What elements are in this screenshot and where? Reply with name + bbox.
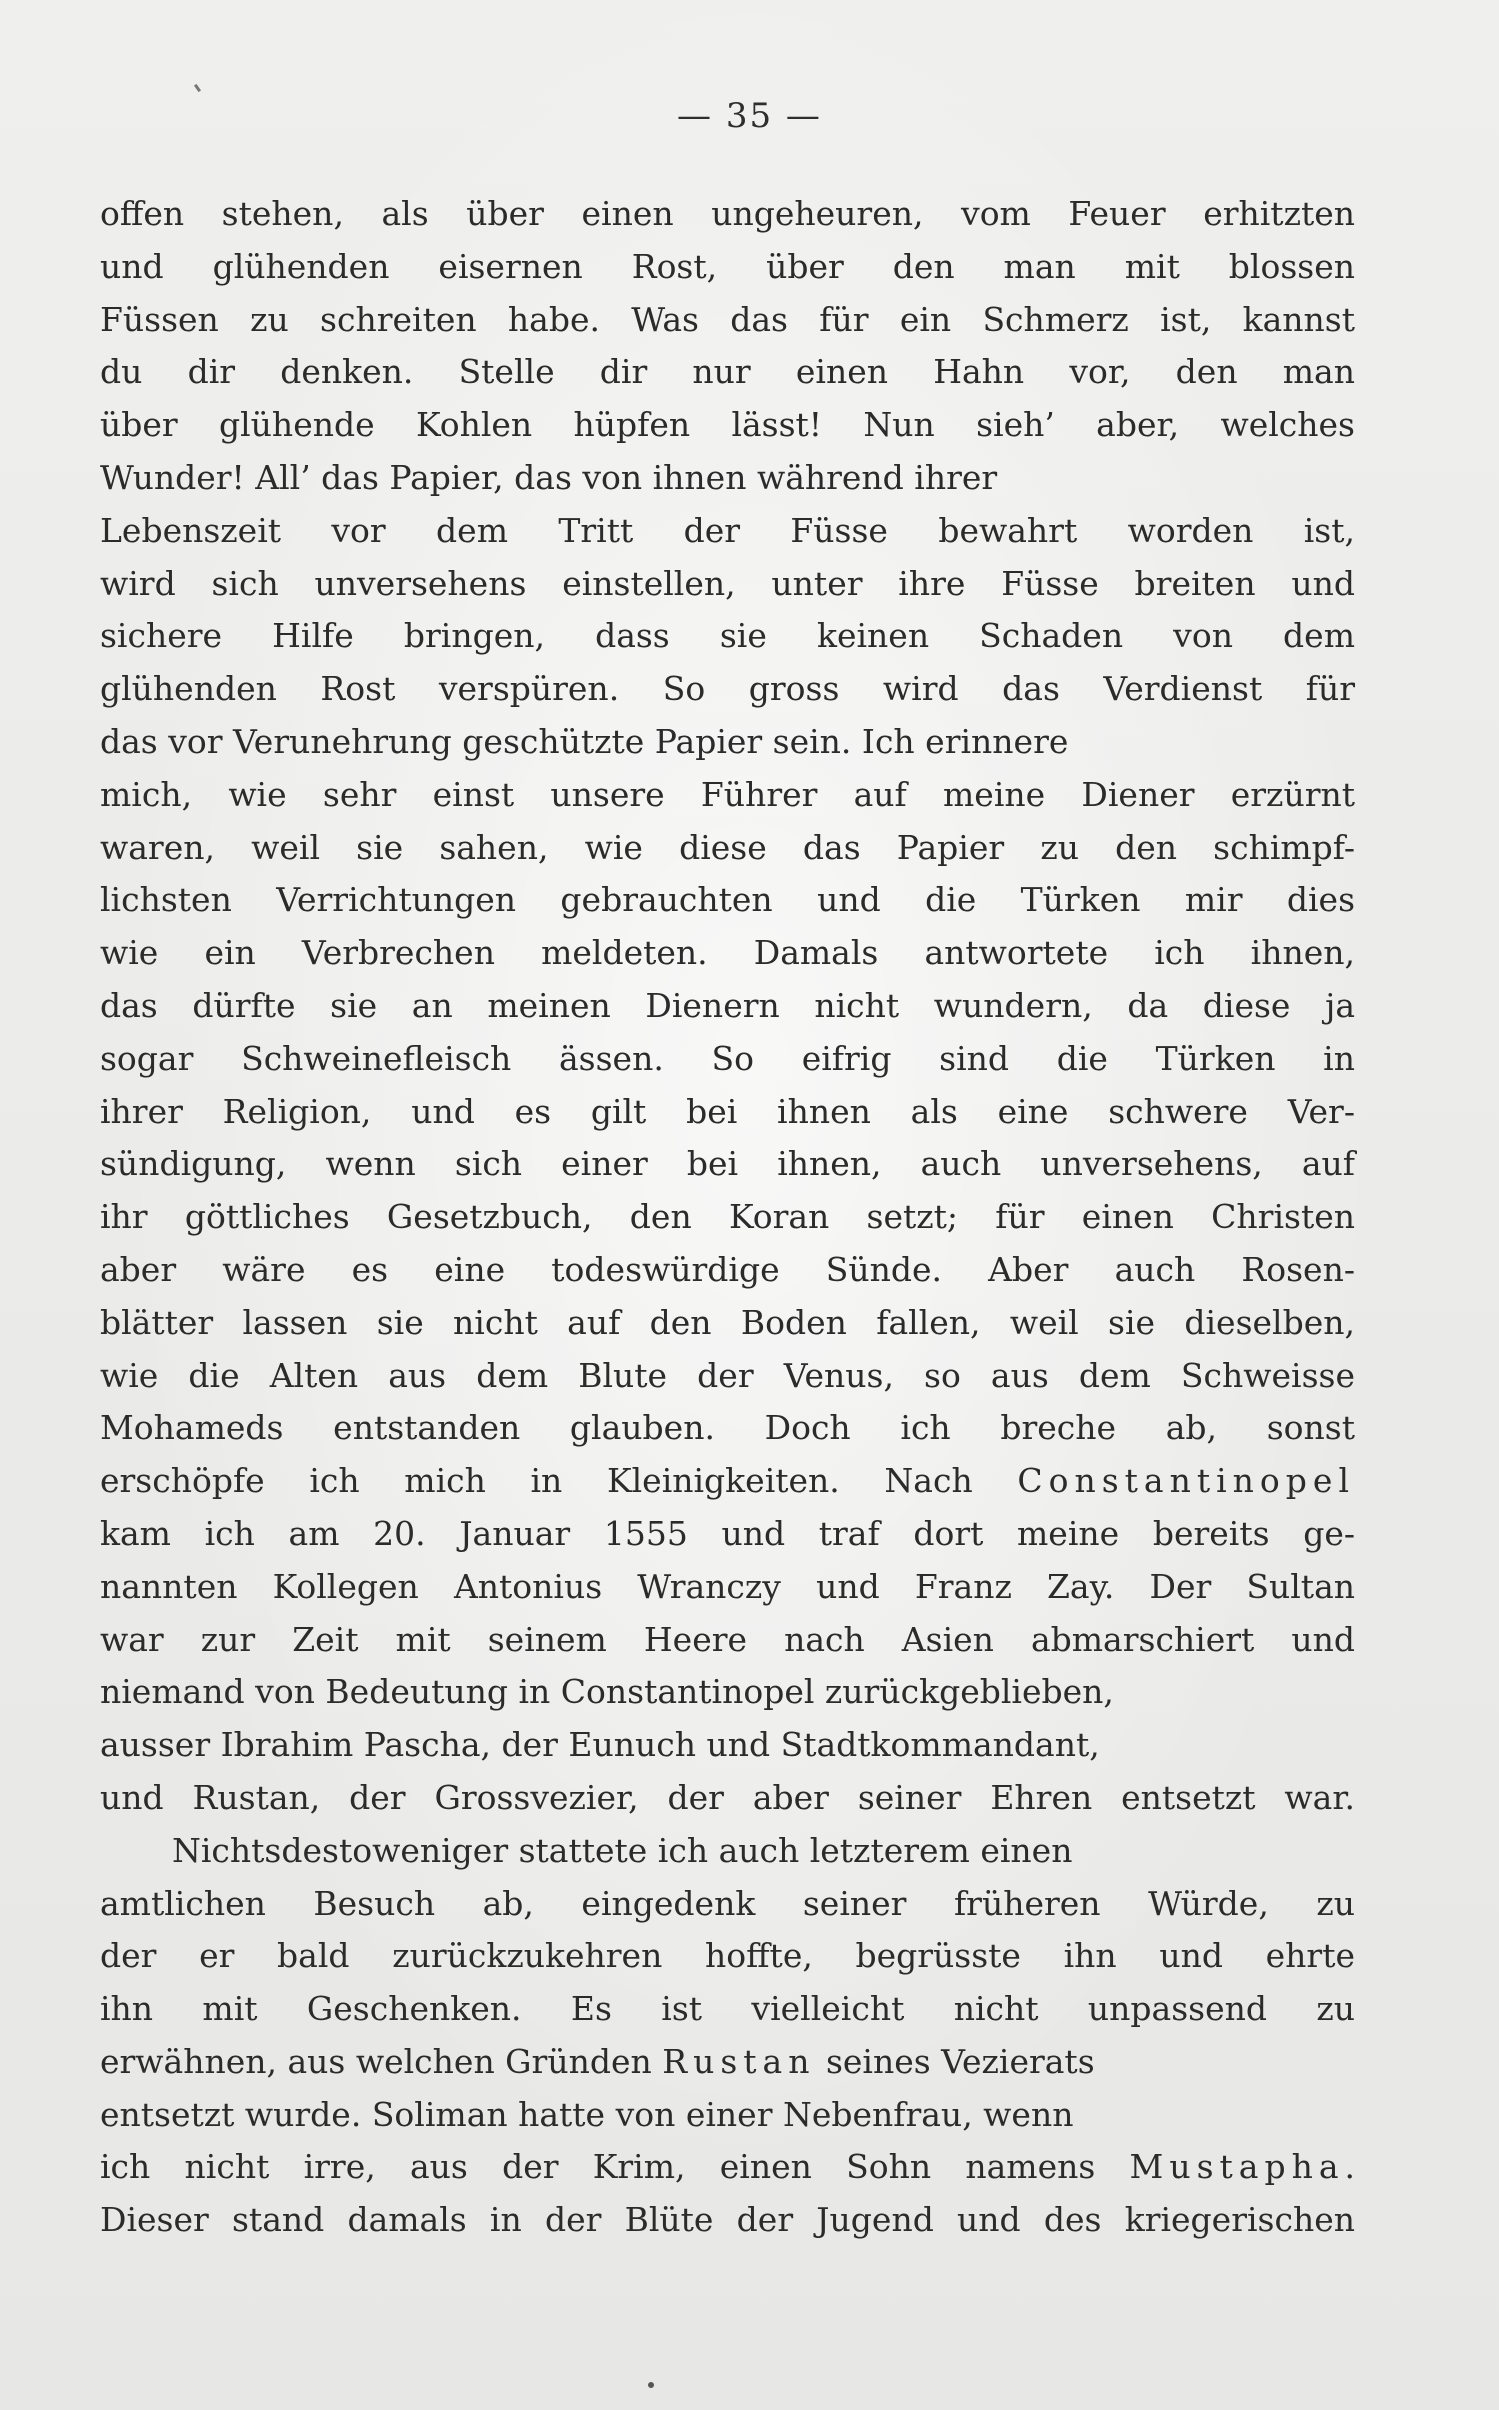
text-line: amtlichen Besuch ab, eingedenk seiner früheren Würde, zu [100, 1883, 1355, 1923]
text-line: du dir denken. Stelle dir nur einen Hahn vor, den man [100, 352, 1355, 392]
text-line: sündigung, wenn sich einer bei ihnen, auch unversehens, auf [100, 1144, 1355, 1184]
text-line: wie ein Verbrechen meldeten. Damals antwortete ich ihnen, [100, 933, 1355, 973]
text-line: ausser Ibrahim Pascha, der Eunuch und Stadtkommandant, [100, 1725, 1100, 1765]
text-line: über glühende Kohlen hüpfen lässt! Nun sieh’ aber, welches [100, 405, 1355, 445]
text-line: waren, weil sie sahen, wie diese das Papier zu den schimpf- [100, 827, 1355, 867]
text-line: sogar Schweinefleisch ässen. So eifrig sind die Türken in [100, 1038, 1355, 1078]
text-line: wird sich unversehens einstellen, unter ihre Füsse breiten und [100, 563, 1355, 603]
text-line: Füssen zu schreiten habe. Was das für ein Schmerz ist, kannst [100, 299, 1355, 339]
print-speck [648, 2382, 654, 2388]
text-line: und Rustan, der Grossvezier, der aber seiner Ehren entsetzt war. [100, 1777, 1355, 1817]
text-line: Wunder! All’ das Papier, das von ihnen während ihrer [100, 457, 998, 497]
text-line: das vor Verunehrung geschützte Papier sein. Ich erinnere [100, 721, 1069, 761]
text-line: entsetzt wurde. Soliman hatte von einer Nebenfrau, wenn [100, 2094, 1074, 2134]
text-line: ihr göttliches Gesetzbuch, den Koran setzt; für einen Christen [100, 1197, 1355, 1237]
text-line: blätter lassen sie nicht auf den Boden fallen, weil sie dieselben, [100, 1302, 1355, 1342]
text-line: nannten Kollegen Antonius Wranczy und Franz Zay. Der Sultan [100, 1566, 1355, 1606]
text-line: lichsten Verrichtungen gebrauchten und die Türken mir dies [100, 880, 1355, 920]
text-line: Nichtsdestoweniger stattete ich auch letzterem einen [172, 1830, 1073, 1870]
text-segment: erwähnen, aus welchen Gründen [100, 2041, 663, 2081]
text-line [100, 2141, 1355, 2194]
text-line: glühenden Rost verspüren. So gross wird das Verdienst für [100, 669, 1355, 709]
text-line: Lebenszeit vor dem Tritt der Füsse bewahrt worden ist, [100, 510, 1355, 550]
text-line: Mohameds entstanden glauben. Doch ich breche ab, sonst [100, 1408, 1355, 1448]
text-line: ihn mit Geschenken. Es ist vielleicht nicht unpassend zu [100, 1989, 1355, 2029]
page-number: — 35 — [677, 96, 822, 136]
text-line: das dürfte sie an meinen Dienern nicht wundern, da diese ja [100, 985, 1355, 1025]
text-line: mich, wie sehr einst unsere Führer auf meine Diener erzürnt [100, 774, 1355, 814]
text-line: kam ich am 20. Januar 1555 und traf dort meine bereits ge- [100, 1513, 1355, 1553]
text-line [100, 1455, 1355, 1508]
text-segment: . [1344, 2147, 1355, 2187]
text-line: der er bald zurückzukehren hoffte, begrüsste ihn und ehrte [100, 1936, 1355, 1976]
text-line: Dieser stand damals in der Blüte der Jugend und des kriegerischen [100, 2200, 1355, 2240]
spaced-name: Rustan [662, 2041, 816, 2081]
text-line: sichere Hilfe bringen, dass sie keinen Schaden von dem [100, 616, 1355, 656]
text-segment: ich nicht irre, aus der Krim, einen Sohn namens [100, 2147, 1130, 2187]
text-line: wie die Alten aus dem Blute der Venus, so aus dem Schweisse [100, 1355, 1355, 1395]
text-segment: erschöpfe ich mich in Kleinigkeiten. Nach [100, 1461, 1018, 1501]
body-text [100, 188, 1355, 2247]
text-line: war zur Zeit mit seinem Heere nach Asien abmarschiert und [100, 1619, 1355, 1659]
text-segment: seines Vezierats [815, 2041, 1095, 2081]
text-line: niemand von Bedeutung in Constantinopel zurückgeblieben, [100, 1672, 1114, 1712]
spaced-name: Constantinopel [1017, 1461, 1355, 1501]
print-mark [194, 84, 201, 92]
spaced-name: Mustapha [1129, 2147, 1345, 2187]
text-line: offen stehen, als über einen ungeheuren, vom Feuer erhitzten [100, 194, 1355, 233]
text-line: und glühenden eisernen Rost, über den man mit blossen [100, 246, 1355, 286]
text-line [100, 2036, 1355, 2089]
text-line: aber wäre es eine todeswürdige Sünde. Aber auch Rosen- [100, 1249, 1355, 1289]
text-line: ihrer Religion, und es gilt bei ihnen als eine schwere Ver- [100, 1091, 1355, 1131]
